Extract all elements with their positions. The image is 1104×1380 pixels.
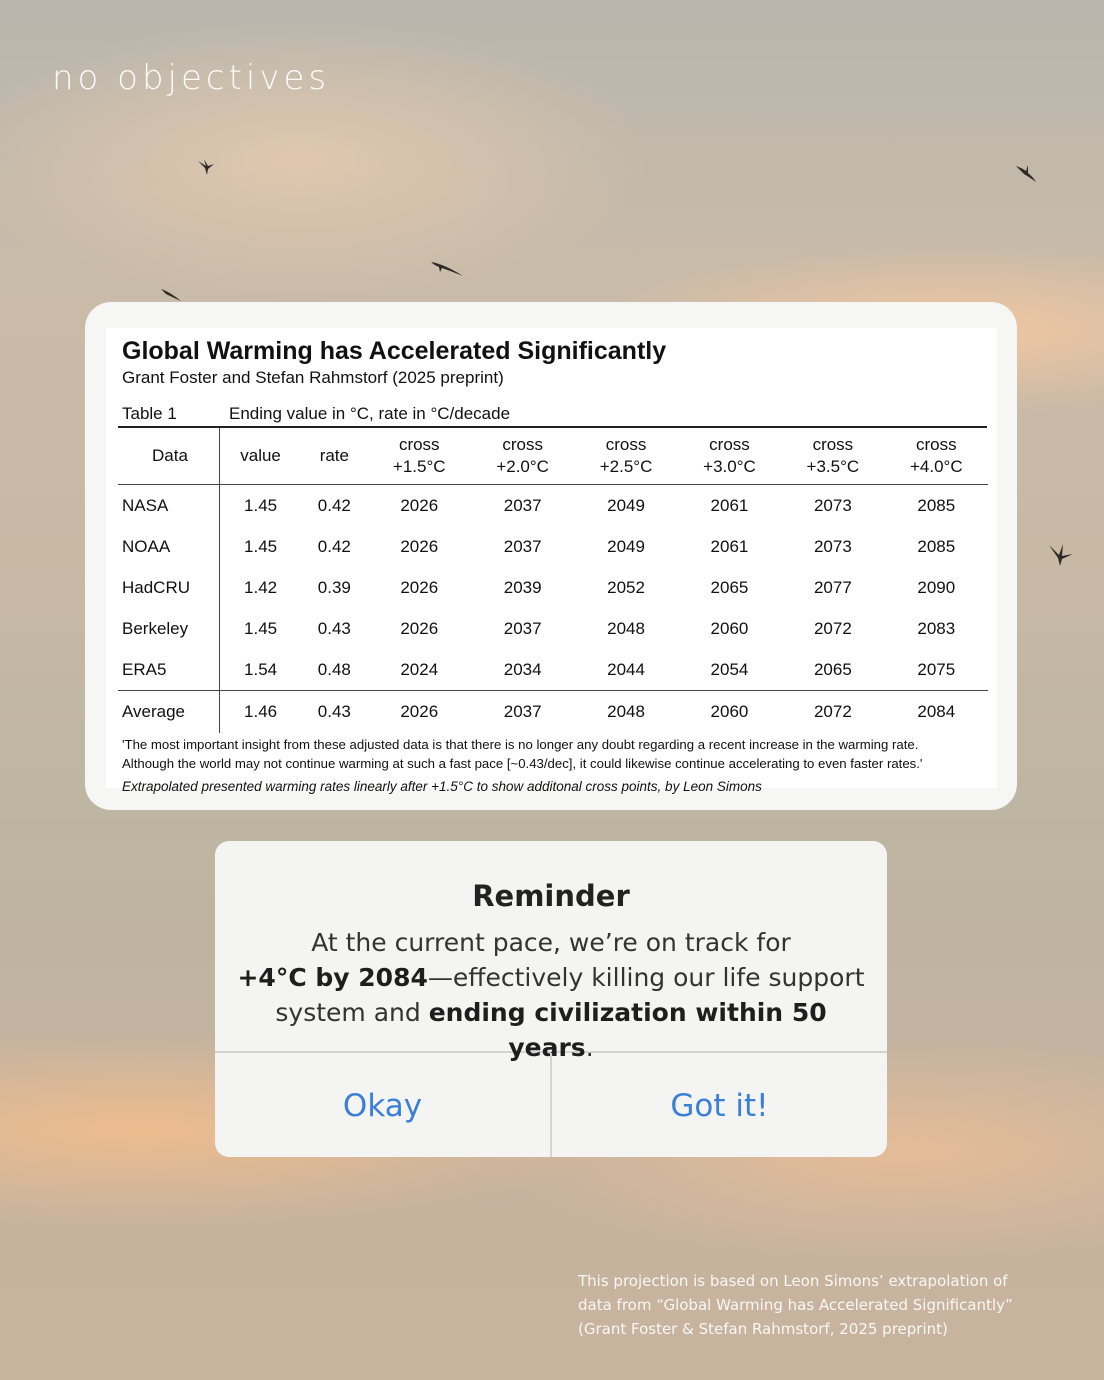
table-cell: 2049 xyxy=(607,536,645,556)
header-cell: cross +2.5°C xyxy=(574,428,677,485)
table-quote xyxy=(118,735,987,773)
got-it-button[interactable]: Got it! xyxy=(550,1053,887,1157)
table-cell: 2061 xyxy=(710,495,749,515)
table-cell: 0.43 xyxy=(301,691,367,734)
table-row xyxy=(118,526,988,567)
quote-line: Although the world may not continue warming at such a fast pace [~0.43/dec], it could likewise continue accelerating to even faster rates.' xyxy=(122,756,923,771)
table-cell: 1.54 xyxy=(244,659,278,679)
table-caption-label: Table 1 xyxy=(122,404,177,423)
table-cell: 2060 xyxy=(710,618,749,638)
table-cell: 2073 xyxy=(813,536,852,556)
table-cell: Berkeley xyxy=(118,608,220,649)
footnote-line: (Grant Foster & Stefan Rahmstorf, 2025 preprint) xyxy=(578,1320,948,1338)
table-caption-text: Ending value in °C, rate in °C/decade xyxy=(229,404,511,423)
table-cell: 2090 xyxy=(917,577,956,597)
table-cell: 2048 xyxy=(574,691,677,734)
dialog-message: At the current pace, we’re on track for +4°C by 2084—effectively killing our life support system and ending civilization within 50 years. xyxy=(237,928,865,1062)
source-footnote xyxy=(578,1269,1078,1341)
quote-line: 'The most important insight from these adjusted data is that there is no longer any doubt regarding a recent increase in the warming rate. xyxy=(122,737,919,752)
table-cell: 2037 xyxy=(471,691,574,734)
table-cell: 2072 xyxy=(781,691,884,734)
table-cell: 2072 xyxy=(813,618,852,638)
table-cell: 2049 xyxy=(607,495,645,515)
bird-icon xyxy=(195,155,217,177)
table-cell: 2085 xyxy=(917,495,956,515)
table-header-row xyxy=(118,428,988,485)
table-cell: HadCRU xyxy=(118,567,220,608)
footnote-line: data from “Global Warming has Accelerated Significantly” xyxy=(578,1296,1013,1314)
table-cell: 2073 xyxy=(813,495,852,515)
table-cell: Average xyxy=(118,691,220,734)
table-cell: 0.42 xyxy=(317,536,351,556)
dialog-buttons xyxy=(215,1051,887,1157)
table-cell: 2037 xyxy=(503,618,542,638)
table-cell: 2026 xyxy=(400,536,439,556)
table-cell: 2026 xyxy=(400,495,439,515)
table-cell: 2037 xyxy=(503,495,542,515)
table-cell: 2052 xyxy=(607,577,645,597)
table-cell: 2075 xyxy=(917,659,956,679)
table-cell: 2034 xyxy=(503,659,542,679)
table-cell: 2084 xyxy=(885,691,988,734)
warming-table xyxy=(118,428,988,733)
brand-logo-text: no objectives xyxy=(52,58,331,98)
header-cell: Data xyxy=(118,428,220,485)
table-cell: 2026 xyxy=(400,577,439,597)
table-row xyxy=(118,649,988,691)
table-cell: 2083 xyxy=(917,618,956,638)
okay-button[interactable]: Okay xyxy=(215,1053,550,1157)
bird-icon xyxy=(160,287,182,303)
header-cell: cross +3.5°C xyxy=(781,428,884,485)
table-cell: 2065 xyxy=(710,577,749,597)
bird-icon xyxy=(430,256,464,280)
reminder-dialog xyxy=(215,841,887,1157)
table-cell: 2026 xyxy=(368,691,471,734)
table-cell: 2061 xyxy=(710,536,749,556)
table-cell: 2044 xyxy=(607,659,645,679)
footnote-line: This projection is based on Leon Simons’ extrapolation of xyxy=(578,1272,1008,1290)
table-cell: 2024 xyxy=(400,659,439,679)
table-card xyxy=(85,302,1017,810)
table-title: Global Warming has Accelerated Significantly xyxy=(122,337,667,365)
dialog-body xyxy=(215,841,887,1062)
header-cell: value xyxy=(220,428,302,485)
table-cell: 0.42 xyxy=(317,495,351,515)
table-cell: 0.39 xyxy=(317,577,351,597)
table-row xyxy=(118,485,988,527)
table-cell: 2077 xyxy=(813,577,852,597)
table-cell: 1.42 xyxy=(244,577,278,597)
table-cell: 2085 xyxy=(917,536,956,556)
table-cell: NASA xyxy=(118,485,220,527)
table-cell: 2039 xyxy=(503,577,542,597)
table-cell: 1.45 xyxy=(244,618,278,638)
bird-icon xyxy=(1047,541,1075,567)
table-cell: 2065 xyxy=(813,659,852,679)
header-cell: cross +1.5°C xyxy=(368,428,471,485)
table-cell: ERA5 xyxy=(118,649,220,691)
table-row xyxy=(118,608,988,649)
header-cell: rate xyxy=(301,428,367,485)
table-subtitle: Grant Foster and Stefan Rahmstorf (2025 preprint) xyxy=(122,368,504,387)
header-cell: cross +3.0°C xyxy=(678,428,781,485)
table-cell: 1.46 xyxy=(220,691,302,734)
dialog-title: Reminder xyxy=(472,879,630,913)
table-cell: 2026 xyxy=(400,618,439,638)
table-cell: 0.43 xyxy=(317,618,351,638)
table-row xyxy=(118,567,988,608)
table-cell: 1.45 xyxy=(244,495,278,515)
header-cell: cross +2.0°C xyxy=(471,428,574,485)
table-cell: 0.48 xyxy=(317,659,351,679)
table-cell: 1.45 xyxy=(244,536,278,556)
bird-icon xyxy=(1014,162,1038,184)
table-cell: NOAA xyxy=(118,526,220,567)
table-image xyxy=(106,328,997,794)
header-cell: cross +4.0°C xyxy=(885,428,988,485)
table-cell: 2060 xyxy=(678,691,781,734)
table-caption xyxy=(118,404,987,428)
table-body xyxy=(118,485,988,734)
table-note: Extrapolated presented warming rates linearly after +1.5°C to show additonal cross points, by Leon Simons xyxy=(122,779,762,794)
table-average-row xyxy=(118,691,988,734)
table-cell: 2054 xyxy=(710,659,749,679)
table-cell: 2037 xyxy=(503,536,542,556)
table-cell: 2048 xyxy=(607,618,645,638)
